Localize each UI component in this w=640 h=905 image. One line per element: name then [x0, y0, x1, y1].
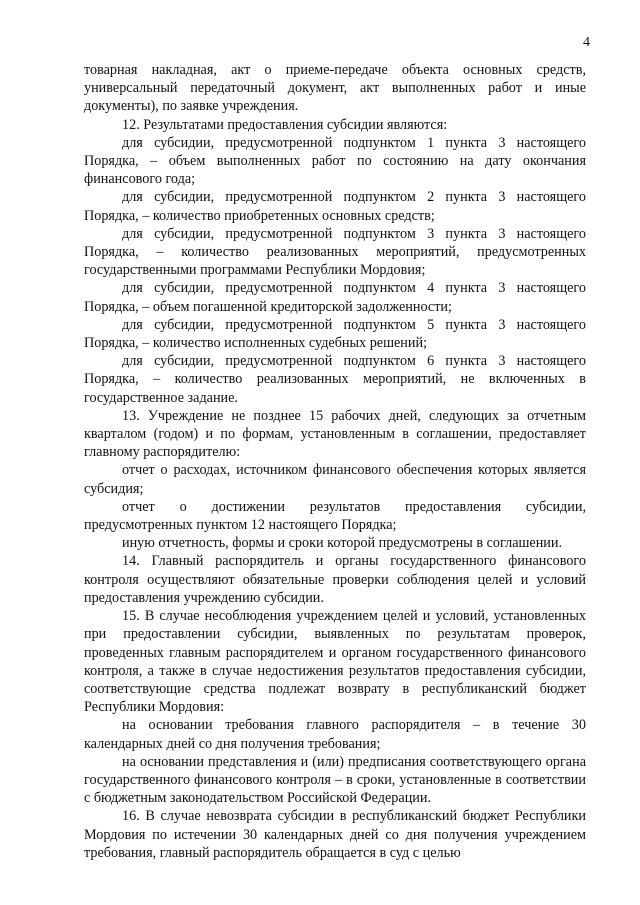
page-number: 4: [583, 35, 590, 50]
paragraph: 13. Учреждение не позднее 15 рабочих дней, следующих за отчетным кварталом (годом) и по формам, установленным в соглашении, предоставляет главному распорядителю:: [84, 407, 586, 461]
paragraph: для субсидии, предусмотренной подпунктом 1 пункта 3 настоящего Порядка, – объем выполненных работ по состоянию на дату окончания финансового года;: [84, 134, 586, 188]
paragraph: 14. Главный распорядитель и органы государственного финансового контроля осуществляют обязательные проверки соблюдения целей и условий предоставления учреждению субсидии.: [84, 553, 586, 606]
paragraph: 12. Результатами предоставления субсидии являются:: [122, 116, 448, 133]
paragraph: для субсидии, предусмотренной подпунктом 6 пункта 3 настоящего Порядка, – количество реализованных мероприятий, не включенных в государственное задание.: [84, 353, 586, 406]
paragraph: для субсидии, предусмотренной подпунктом 2 пункта 3 настоящего Порядка, – количество приобретенных основных средств;: [84, 189, 586, 224]
paragraph: 16. В случае невозврата субсидии в республиканский бюджет Республики Мордовия по истечении 30 календарных дней со дня получения учреждением требования, главный распорядитель обращается в суд с целью: [84, 808, 586, 861]
paragraph: отчет о расходах, источником финансового обеспечения которых является субсидия;: [84, 462, 586, 497]
paragraph: для субсидии, предусмотренной подпунктом 4 пункта 3 настоящего Порядка, – объем погашенной кредиторской задолженности;: [84, 280, 586, 315]
paragraph: на основании представления и (или) предписания соответствующего органа государственного финансового контроля – в сроки, установленные в соответствии с бюджетным законодательством Российской Федерации.: [84, 753, 586, 807]
paragraph: для субсидии, предусмотренной подпунктом 5 пункта 3 настоящего Порядка, – количество исполненных судебных решений;: [84, 316, 586, 352]
paragraph: для субсидии, предусмотренной подпунктом 3 пункта 3 настоящего Порядка, – количество реализованных мероприятий, предусмотренных государственными программами Республики Мордовия;: [84, 225, 586, 279]
paragraph: товарная накладная, акт о приеме-передаче объекта основных средств, универсальный передаточный документ, акт выполненных работ и иные документы), по заявке учреждения.: [84, 62, 586, 115]
document-body: [84, 61, 586, 862]
paragraph: отчет о достижении результатов предоставления субсидии, предусмотренных пунктом 12 настоящего Порядка;: [84, 498, 586, 534]
paragraph: 15. В случае несоблюдения учреждением целей и условий, установленных при предоставлении субсидии, выявленных по результатам проверок, проведенных главным распорядителем и органом государственного финансового контроля, а также в случае недостижения результатов предоставления субсидии, соответствующие средства подлежат возврату в республиканский бюджет Республики Мордовия:: [84, 608, 586, 716]
paragraph: на основании требования главного распорядителя – в течение 30 календарных дней со дня получения требования;: [84, 717, 586, 752]
paragraph: иную отчетность, формы и сроки которой предусмотрены в соглашении.: [122, 535, 563, 552]
